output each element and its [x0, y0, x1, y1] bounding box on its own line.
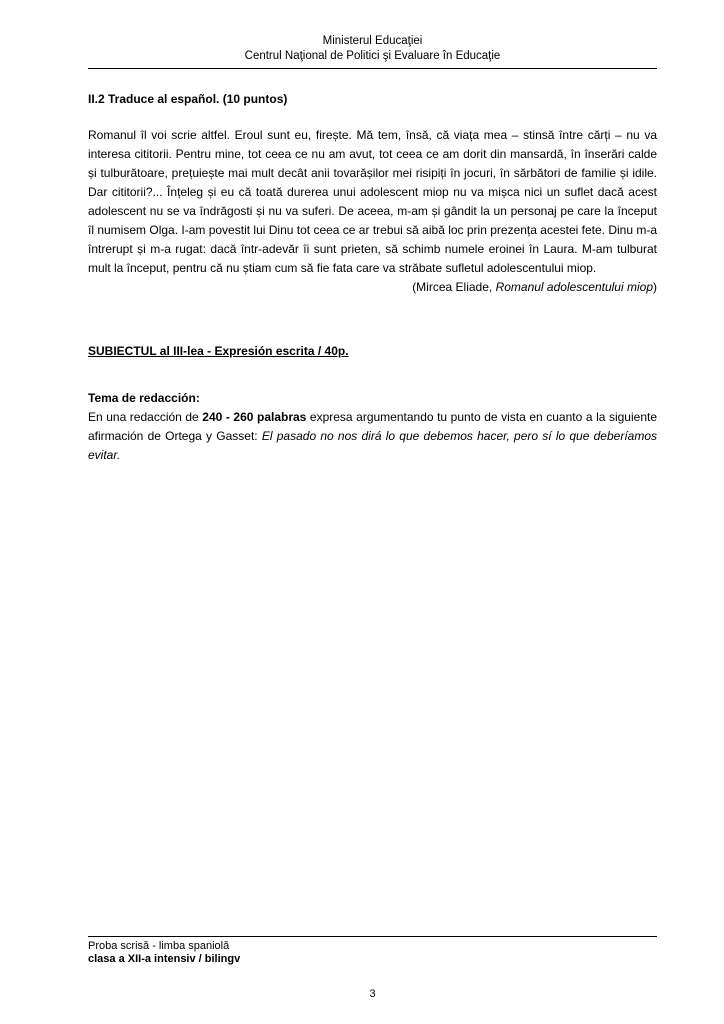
task-word-count: 240 - 260 palabras — [202, 410, 307, 424]
footer-class-info: clasa a XII-a intensiv / bilingv — [88, 953, 241, 965]
document-body — [88, 90, 657, 465]
task-text-pre: En una redacción de — [88, 410, 203, 424]
attribution-author: (Mircea Eliade, — [412, 280, 496, 294]
document-footer — [88, 936, 657, 1000]
section-iii-title: SUBIECTUL al III-lea - Expresión escrita / 40p. — [88, 344, 349, 358]
writing-task — [88, 408, 657, 465]
page-number: 3 — [369, 988, 376, 1000]
attribution-work-title: Romanul adolescentului miop — [495, 280, 653, 294]
tema-label: Tema de redacción: — [88, 391, 200, 405]
passage-attribution — [88, 278, 657, 297]
task-text-mid: expresa argumentando tu punto de vista en cuanto a la siguiente afirmación de Ortega y Gasset: — [88, 410, 657, 443]
page-content — [0, 0, 724, 465]
header-divider — [88, 68, 657, 69]
footer-exam-name: Proba scrisă - limba spaniolă — [88, 940, 230, 952]
section-ii2-title: II.2 Traduce al español. (10 puntos) — [88, 92, 288, 106]
header-ministry: Ministerul Educaţiei — [322, 35, 423, 47]
translation-passage: Romanul îl voi scrie altfel. Eroul sunt eu, firește. Mă tem, însă, că viața mea – stinsă între cărți – nu va interesa cititorii. Pentru mine, tot ceea ce nu am avut, tot ceea ce am dorit din mansardă, în înserări calde și tulburătoare, prețuiește mai mult decât anii tovarășilor mei risipiți în jocuri, în sărbători de familie și idile. Dar cititorii?... Înțeleg și eu că toată durerea unui adolescent miop nu va mișca nici un suflet dacă acest adolescent nu se va îndrăgosti și nu va suferi. De aceea, m-am și gândit la un personaj pe care la început îl numisem Olga. I-am povestit lui Dinu tot ceea ce ar trebui să aibă loc prin prezența acestei fete. Dinu m-a întrerupt și m-a rugat: dacă într-adevăr îi sunt prieten, să schimb numele eroinei în Laura. M-am tulburat mult la început, pentru că nu știam cum să fie fata care va străbate sufletul adolescentului miop. — [88, 128, 657, 275]
footer-divider — [88, 936, 657, 937]
header-center: Centrul Naţional de Politici şi Evaluare în Educaţie — [244, 50, 501, 62]
document-header — [88, 34, 657, 69]
task-quote: El pasado no nos dirá lo que debemos hacer, pero sí lo que deberíamos evitar. — [88, 429, 657, 462]
attribution-close-paren: ) — [653, 280, 657, 294]
